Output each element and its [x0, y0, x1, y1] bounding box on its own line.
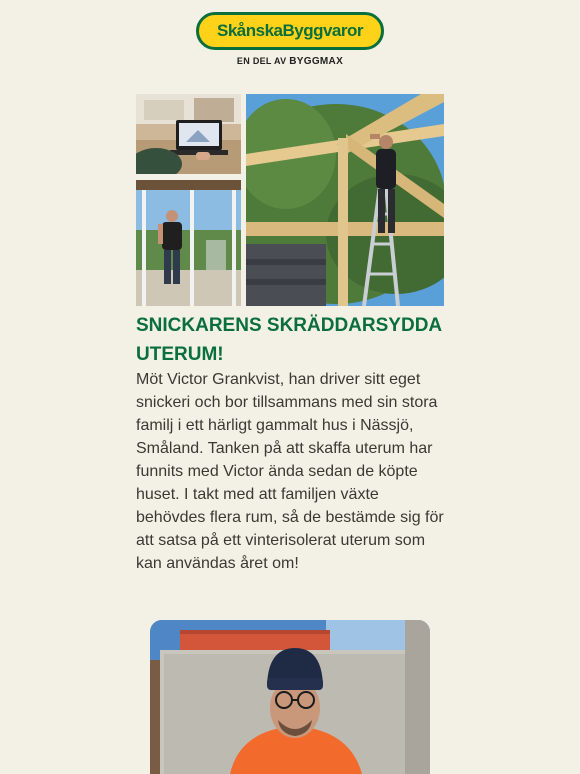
photo-door	[136, 180, 241, 306]
header-logo[interactable]	[0, 12, 580, 67]
article-heading: SNICKARENS SKRÄDDARSYDDA UTERUM!	[136, 315, 442, 365]
tagline-prefix: EN DEL AV	[236, 56, 287, 66]
photo-laptop	[136, 94, 241, 174]
brand-name: SkånskaByggvaror	[216, 21, 364, 40]
brand-logo[interactable]	[196, 12, 384, 50]
tagline-brand: BYGGMAX	[289, 56, 344, 67]
photo-frame	[246, 94, 444, 306]
photo-portrait	[150, 620, 430, 774]
article-body: Möt Victor Grankvist, han driver sitt eget snickeri och bor tillsammans med sin stora familj i ett härligt gammalt hus i Nässjö, Småland. Tanken på att skaffa uterum har funnits med Victor ända sedan de köpte huset. I takt med att familjen växte behövdes flera rum, så de bestämde sig för att satsa på ett vinterisolerat uterum som kan användas året om!	[136, 371, 444, 572]
brand-tagline	[0, 56, 580, 67]
